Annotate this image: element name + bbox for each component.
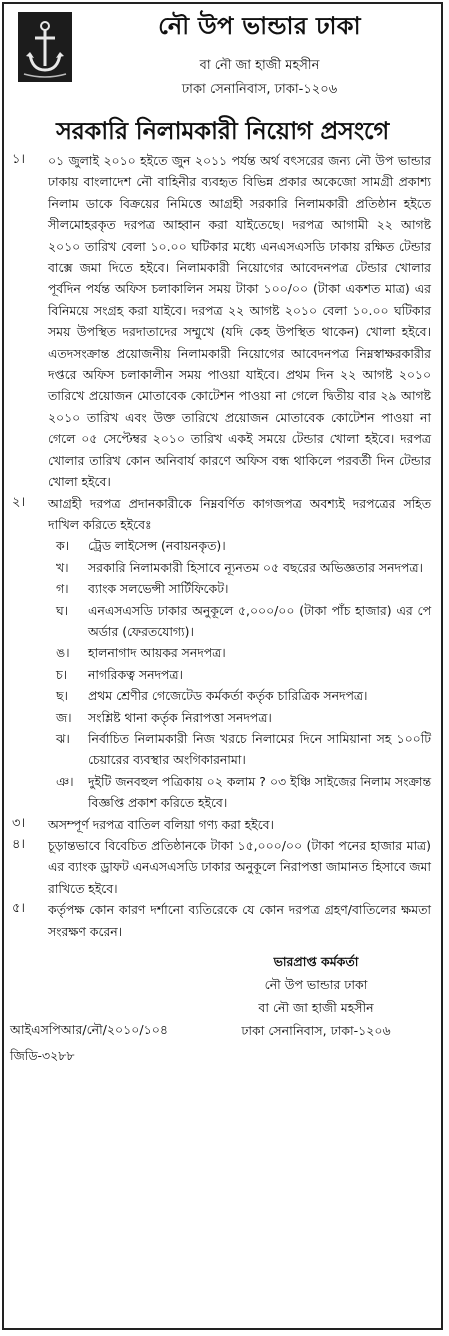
list-text: সরকারি নিলামকারী হিসাবে ন্যূনতম ০৫ বছরের অভিজ্ঞতার সনদপত্র। <box>88 559 423 575</box>
list-letter: গ। <box>56 581 69 597</box>
clause-text: অসম্পূর্ণ দরপত্র বাতিল বলিয়া গণ্য করা হইবে। <box>48 816 274 832</box>
document-list-item <box>48 557 431 578</box>
list-letter: ক। <box>56 538 70 554</box>
list-letter: খ। <box>56 559 69 575</box>
header <box>4 4 441 112</box>
signatory-unit: বা নৌ জা হাজী মহসীন <box>258 1000 374 1016</box>
clause-text: ০১ জুলাই ২০১০ হইতে জুন ২০১১ পর্যন্ত অর্থ বৎসরের জন্য নৌ উপ ভান্ডার ঢাকায় বাংলাদেশ নৌ বাহিনীর ব্যবহৃত বিভিন্ন প্রকার অকেজো সামগ্রী প্রকাশ্য নিলাম ডাকে বিক্রয়ের নিমিত্তে আগ্রহী সরকারি নিলামকারী প্রতিষ্ঠান হইতে সীলমোহরকৃত দরপত্র আহ্বান করা যাইতেছে। দরপত্র আগামী ২২ আগষ্ট ২০১০ তারিখ বেলা ১০.০০ ঘটিকার মধ্যে এনএসএসডি ঢাকায় রক্ষিত টেন্ডার বাক্সে জমা দিতে হইবে। নিলামকারী নিয়োগের আবেদনপত্র টেন্ডার খোলার পূর্বদিন পর্যন্ত অফিস চলাকালিন সময় টাকা ১০০/০০ (টাকা একশত মাত্র) এর বিনিময়ে সংগ্রহ করা যাইবে। দরপত্র ২২ আগষ্ট ২০১০ বেলা ১০.০০ ঘটিকার সময় উপস্থিত দরদাতাদের সম্মুখে (যদি কেহ উপস্থিত থাকেন) খোলা হইবে। এতদসংক্রান্ত প্রয়োজনীয় নিলামকারী নিয়োগের আবেদনপত্র নিম্নস্বাক্ষরকারীর দপ্তরে অফিস চলাকালীন সময় পাওয়া যাইবে। প্রথম দিন ২২ আগষ্ট ২০১০ তারিখে প্রয়োজন মোতাবেক কোটেশন পাওয়া না গেলে দ্বিতীয় বার ২৯ আগষ্ট ২০১০ তারিখ এবং উক্ত তারিখে প্রয়োজন মোতাবেক কোটেশন পাওয়া না গেলে ০৫ সেপ্টেম্বর ২০১০ তারিখ একই সময়ে টেন্ডার খোলা হইবে। দরপত্র খোলার তারিখ কোন অনিবার্য কারণে অফিস বন্ধ থাকিলে পরবর্তী দিন টেন্ডার খোলা হইবে। <box>48 153 431 490</box>
list-letter: ঙ। <box>56 645 70 661</box>
list-text: নাগরিকত্ব সনদপত্র। <box>88 666 183 682</box>
clause-number: ৫। <box>12 901 26 917</box>
clause-5 <box>4 899 441 942</box>
footer <box>4 950 441 1070</box>
list-letter: ঞ। <box>56 773 74 789</box>
signatory-title: ভারপ্রাপ্ত কর্মকর্তা <box>273 954 359 970</box>
clause-number: ৪। <box>12 837 26 852</box>
list-text: হালনাগাদ আয়কর সনদপত্র। <box>88 645 226 661</box>
signatory-address: ঢাকা সেনানিবাস, ঢাকা-১২০৬ <box>241 1023 391 1039</box>
list-text: ট্রেড লাইসেন্স (নবায়নকৃত)। <box>88 538 226 554</box>
document-list-item <box>48 578 431 599</box>
document-list-item <box>48 728 431 771</box>
document-list-item <box>48 685 431 706</box>
list-letter: ছ। <box>56 688 68 704</box>
list-letter: ঝ। <box>56 730 70 746</box>
notice-headline: সরকারি নিলামকারী নিয়োগ প্রসংগে <box>56 117 389 145</box>
list-text: প্রথম শ্রেণীর গেজেটেড কর্মকর্তা কর্তৃক চারিত্রিক সনদপত্র। <box>88 688 368 704</box>
org-title: নৌ উপ ভান্ডার ঢাকা <box>158 12 361 40</box>
document-list-item <box>48 642 431 663</box>
list-text: নির্বাচিত নিলামকারী নিজ খরচে নিলামের দিনে সামিয়ানা সহ ১০০টি চেয়ারের ব্যবস্থার অংগিকারনামা। <box>88 730 431 768</box>
clause-number: ১। <box>12 152 26 167</box>
list-text: এনএসএসডি ঢাকার অনুকূলে ৫,০০০/০০ (টাকা পাঁচ হাজার) এর পে অর্ডার (ফেরতযোগ্য)। <box>88 602 431 639</box>
signatory-office: নৌ উপ ভান্ডার ঢাকা <box>264 977 368 993</box>
clause-text: আগ্রহী দরপত্র প্রদানকারীকে নিম্নবর্ণিত কাগজপত্র অবশ্যই দরপত্রের সহিত দাখিল করিতে হইবেঃ <box>48 495 431 532</box>
list-text: সংশ্লিষ্ট থানা কর্তৃক নিরাপত্তা সনদপত্র। <box>88 709 272 725</box>
org-subtitle: বা নৌ জা হাজী মহসীন <box>199 58 320 73</box>
clause-1 <box>4 150 441 493</box>
clause-4 <box>4 835 441 899</box>
clause-number: ৩। <box>12 815 26 831</box>
ispr-reference: আইএসপিআর/নৌ/২০১০/১০৪ <box>10 1022 168 1038</box>
document-list-item <box>48 707 431 728</box>
advertisement-frame <box>2 2 443 1330</box>
list-letter: জ। <box>56 709 72 725</box>
document-list-item <box>48 664 431 685</box>
list-letter: ঘ। <box>56 602 69 618</box>
gd-reference: জিডি-৩২৮৮ <box>10 1048 75 1064</box>
document-list-item <box>48 771 431 814</box>
list-text: ব্যাংক সলভেন্সী সার্টিফিকেট। <box>88 581 229 597</box>
list-text: দুইটি জনবহুল পত্রিকায় ০২ কলাম ? ০৩ ইঞ্চি সাইজের নিলাম সংক্রান্ত বিজ্ঞপ্তি প্রকাশ করিতে হইবে। <box>88 773 431 811</box>
navy-anchor-emblem-icon <box>18 12 72 82</box>
clause-3 <box>4 814 441 835</box>
clause-number: ২। <box>12 494 26 510</box>
clause-text: কর্তৃপক্ষ কোন কারণ দর্শানো ব্যতিরেকে যে কোন দরপত্র গ্রহণ/বাতিলের ক্ষমতা সংরক্ষণ করেন। <box>48 902 431 939</box>
clause-2 <box>4 493 441 814</box>
signature-block <box>211 950 421 1042</box>
org-address: ঢাকা সেনানিবাস, ঢাকা-১২০৬ <box>181 82 338 97</box>
list-letter: চ। <box>56 666 68 682</box>
clause-text: চূড়ান্তভাবে বিবেচিত প্রতিষ্ঠানকে টাকা ১৫,০০০/০০ (টাকা পনের হাজার মাত্র) এর ব্যাংক ড্রাফট এনএসএসডি ঢাকার অনুকূলে নিরাপত্তা জামানত হিসাবে জমা রাখিতে হইবে। <box>48 838 431 896</box>
document-list-item <box>48 600 431 643</box>
document-list-item <box>48 535 431 556</box>
